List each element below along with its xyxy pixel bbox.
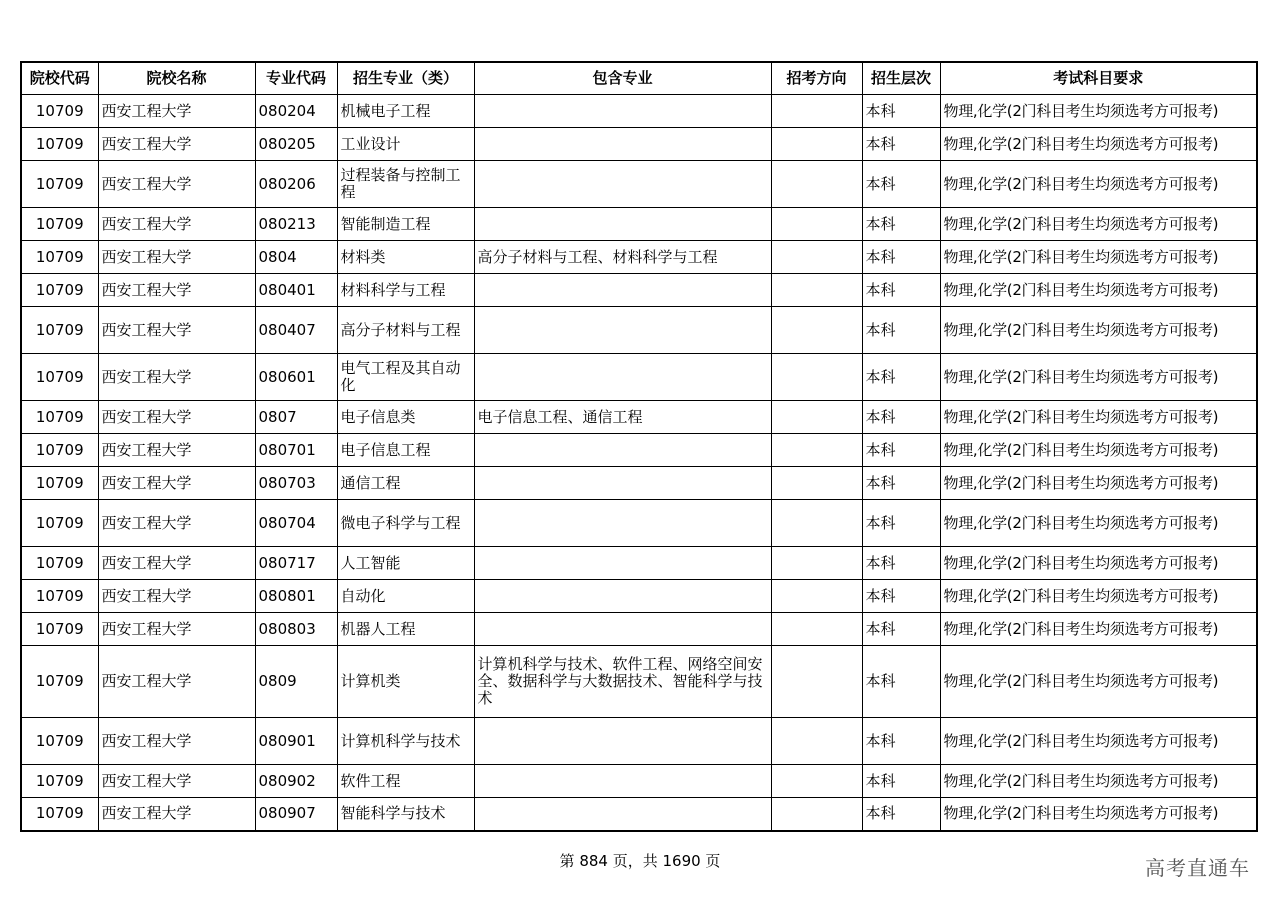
cell-major: 计算机类 <box>337 646 474 718</box>
cell-level: 本科 <box>862 467 940 500</box>
cell-level: 本科 <box>862 798 940 831</box>
cell-school-code: 10709 <box>21 613 98 646</box>
cell-level: 本科 <box>862 274 940 307</box>
cell-included-majors <box>474 547 771 580</box>
cell-school-name: 西安工程大学 <box>98 161 255 208</box>
cell-direction <box>771 241 862 274</box>
cell-requirement: 物理,化学(2门科目考生均须选考方可报考) <box>940 307 1257 354</box>
cell-included-majors <box>474 161 771 208</box>
cell-school-name: 西安工程大学 <box>98 128 255 161</box>
cell-requirement: 物理,化学(2门科目考生均须选考方可报考) <box>940 646 1257 718</box>
cell-direction <box>771 500 862 547</box>
table-row <box>21 434 1257 467</box>
cell-included-majors <box>474 354 771 401</box>
cell-school-code: 10709 <box>21 467 98 500</box>
cell-requirement: 物理,化学(2门科目考生均须选考方可报考) <box>940 718 1257 765</box>
cell-included-majors <box>474 467 771 500</box>
cell-major: 电气工程及其自动化 <box>337 354 474 401</box>
cell-major-code: 080205 <box>255 128 337 161</box>
cell-direction <box>771 307 862 354</box>
cell-included-majors <box>474 798 771 831</box>
cell-requirement: 物理,化学(2门科目考生均须选考方可报考) <box>940 208 1257 241</box>
cell-direction <box>771 613 862 646</box>
cell-school-name: 西安工程大学 <box>98 274 255 307</box>
cell-school-name: 西安工程大学 <box>98 307 255 354</box>
cell-direction <box>771 798 862 831</box>
cell-major-code: 080401 <box>255 274 337 307</box>
cell-school-name: 西安工程大学 <box>98 646 255 718</box>
cell-level: 本科 <box>862 718 940 765</box>
cell-school-code: 10709 <box>21 798 98 831</box>
cell-direction <box>771 354 862 401</box>
cell-requirement: 物理,化学(2门科目考生均须选考方可报考) <box>940 580 1257 613</box>
header-level: 招生层次 <box>862 62 940 95</box>
cell-included-majors <box>474 613 771 646</box>
cell-level: 本科 <box>862 646 940 718</box>
table-row <box>21 274 1257 307</box>
table-row <box>21 401 1257 434</box>
cell-major-code: 080717 <box>255 547 337 580</box>
cell-included-majors <box>474 208 771 241</box>
cell-included-majors <box>474 95 771 128</box>
cell-school-code: 10709 <box>21 718 98 765</box>
header-requirement: 考试科目要求 <box>940 62 1257 95</box>
cell-school-name: 西安工程大学 <box>98 354 255 401</box>
watermark: 高考直通车 <box>1145 856 1250 880</box>
cell-level: 本科 <box>862 161 940 208</box>
cell-direction <box>771 765 862 798</box>
cell-major-code: 080703 <box>255 467 337 500</box>
cell-included-majors: 计算机科学与技术、软件工程、网络空间安全、数据科学与大数据技术、智能科学与技术 <box>474 646 771 718</box>
header-major: 招生专业（类） <box>337 62 474 95</box>
table-row <box>21 307 1257 354</box>
cell-requirement: 物理,化学(2门科目考生均须选考方可报考) <box>940 161 1257 208</box>
table-row <box>21 718 1257 765</box>
cell-requirement: 物理,化学(2门科目考生均须选考方可报考) <box>940 95 1257 128</box>
cell-requirement: 物理,化学(2门科目考生均须选考方可报考) <box>940 467 1257 500</box>
cell-school-name: 西安工程大学 <box>98 241 255 274</box>
header-direction: 招考方向 <box>771 62 862 95</box>
cell-major-code: 0807 <box>255 401 337 434</box>
cell-level: 本科 <box>862 613 940 646</box>
cell-school-code: 10709 <box>21 95 98 128</box>
table-row <box>21 580 1257 613</box>
cell-level: 本科 <box>862 95 940 128</box>
cell-included-majors: 电子信息工程、通信工程 <box>474 401 771 434</box>
cell-requirement: 物理,化学(2门科目考生均须选考方可报考) <box>940 128 1257 161</box>
table-row <box>21 161 1257 208</box>
cell-level: 本科 <box>862 401 940 434</box>
cell-included-majors <box>474 718 771 765</box>
cell-direction <box>771 208 862 241</box>
cell-school-code: 10709 <box>21 307 98 354</box>
header-school-name: 院校名称 <box>98 62 255 95</box>
cell-major: 人工智能 <box>337 547 474 580</box>
cell-direction <box>771 580 862 613</box>
cell-level: 本科 <box>862 580 940 613</box>
cell-level: 本科 <box>862 241 940 274</box>
cell-direction <box>771 718 862 765</box>
cell-requirement: 物理,化学(2门科目考生均须选考方可报考) <box>940 434 1257 467</box>
cell-major-code: 0804 <box>255 241 337 274</box>
cell-major-code: 080601 <box>255 354 337 401</box>
cell-major: 自动化 <box>337 580 474 613</box>
header-major-code: 专业代码 <box>255 62 337 95</box>
cell-level: 本科 <box>862 128 940 161</box>
cell-included-majors <box>474 434 771 467</box>
table-row <box>21 500 1257 547</box>
cell-requirement: 物理,化学(2门科目考生均须选考方可报考) <box>940 401 1257 434</box>
cell-direction <box>771 467 862 500</box>
cell-major: 机械电子工程 <box>337 95 474 128</box>
cell-level: 本科 <box>862 765 940 798</box>
cell-requirement: 物理,化学(2门科目考生均须选考方可报考) <box>940 613 1257 646</box>
cell-school-code: 10709 <box>21 500 98 547</box>
cell-school-name: 西安工程大学 <box>98 765 255 798</box>
cell-school-name: 西安工程大学 <box>98 718 255 765</box>
cell-major: 材料类 <box>337 241 474 274</box>
cell-major-code: 080213 <box>255 208 337 241</box>
cell-level: 本科 <box>862 547 940 580</box>
cell-major-code: 080803 <box>255 613 337 646</box>
cell-major: 过程装备与控制工程 <box>337 161 474 208</box>
cell-major: 工业设计 <box>337 128 474 161</box>
header-school-code: 院校代码 <box>21 62 98 95</box>
cell-school-name: 西安工程大学 <box>98 798 255 831</box>
cell-major: 机器人工程 <box>337 613 474 646</box>
cell-school-name: 西安工程大学 <box>98 434 255 467</box>
table-row <box>21 547 1257 580</box>
cell-school-code: 10709 <box>21 765 98 798</box>
cell-included-majors <box>474 307 771 354</box>
table-row <box>21 467 1257 500</box>
cell-major-code: 080704 <box>255 500 337 547</box>
cell-requirement: 物理,化学(2门科目考生均须选考方可报考) <box>940 241 1257 274</box>
cell-level: 本科 <box>862 354 940 401</box>
cell-school-name: 西安工程大学 <box>98 95 255 128</box>
cell-direction <box>771 274 862 307</box>
cell-requirement: 物理,化学(2门科目考生均须选考方可报考) <box>940 798 1257 831</box>
table-row <box>21 646 1257 718</box>
cell-direction <box>771 128 862 161</box>
cell-requirement: 物理,化学(2门科目考生均须选考方可报考) <box>940 500 1257 547</box>
cell-included-majors: 高分子材料与工程、材料科学与工程 <box>474 241 771 274</box>
cell-included-majors <box>474 128 771 161</box>
table-row <box>21 241 1257 274</box>
cell-school-code: 10709 <box>21 208 98 241</box>
cell-requirement: 物理,化学(2门科目考生均须选考方可报考) <box>940 765 1257 798</box>
cell-school-code: 10709 <box>21 241 98 274</box>
cell-included-majors <box>474 500 771 547</box>
cell-major-code: 080701 <box>255 434 337 467</box>
cell-requirement: 物理,化学(2门科目考生均须选考方可报考) <box>940 354 1257 401</box>
cell-school-code: 10709 <box>21 547 98 580</box>
cell-major: 材料科学与工程 <box>337 274 474 307</box>
cell-major: 电子信息工程 <box>337 434 474 467</box>
table-row <box>21 798 1257 831</box>
table-header-row <box>21 62 1257 95</box>
table-row <box>21 354 1257 401</box>
cell-major: 微电子科学与工程 <box>337 500 474 547</box>
admissions-table <box>20 61 1258 832</box>
cell-school-code: 10709 <box>21 161 98 208</box>
cell-school-name: 西安工程大学 <box>98 547 255 580</box>
cell-major: 高分子材料与工程 <box>337 307 474 354</box>
cell-major-code: 080907 <box>255 798 337 831</box>
cell-major-code: 080801 <box>255 580 337 613</box>
cell-school-code: 10709 <box>21 580 98 613</box>
cell-included-majors <box>474 274 771 307</box>
cell-major-code: 080902 <box>255 765 337 798</box>
cell-major-code: 080204 <box>255 95 337 128</box>
table-row <box>21 613 1257 646</box>
cell-requirement: 物理,化学(2门科目考生均须选考方可报考) <box>940 274 1257 307</box>
cell-school-code: 10709 <box>21 434 98 467</box>
cell-major-code: 080206 <box>255 161 337 208</box>
cell-level: 本科 <box>862 434 940 467</box>
cell-major: 智能科学与技术 <box>337 798 474 831</box>
cell-major-code: 080407 <box>255 307 337 354</box>
cell-direction <box>771 401 862 434</box>
page-number: 第 884 页，共 1690 页 <box>559 852 721 870</box>
cell-major-code: 080901 <box>255 718 337 765</box>
cell-school-code: 10709 <box>21 646 98 718</box>
cell-major-code: 0809 <box>255 646 337 718</box>
cell-school-code: 10709 <box>21 274 98 307</box>
cell-included-majors <box>474 765 771 798</box>
cell-school-name: 西安工程大学 <box>98 580 255 613</box>
cell-major: 软件工程 <box>337 765 474 798</box>
cell-school-name: 西安工程大学 <box>98 401 255 434</box>
cell-school-name: 西安工程大学 <box>98 613 255 646</box>
cell-requirement: 物理,化学(2门科目考生均须选考方可报考) <box>940 547 1257 580</box>
cell-level: 本科 <box>862 500 940 547</box>
cell-school-name: 西安工程大学 <box>98 467 255 500</box>
cell-school-code: 10709 <box>21 401 98 434</box>
table-row <box>21 95 1257 128</box>
table-row <box>21 128 1257 161</box>
cell-level: 本科 <box>862 307 940 354</box>
cell-included-majors <box>474 580 771 613</box>
table-row <box>21 765 1257 798</box>
cell-school-code: 10709 <box>21 128 98 161</box>
cell-school-name: 西安工程大学 <box>98 208 255 241</box>
cell-major: 通信工程 <box>337 467 474 500</box>
cell-major: 计算机科学与技术 <box>337 718 474 765</box>
cell-direction <box>771 434 862 467</box>
cell-major: 智能制造工程 <box>337 208 474 241</box>
cell-major: 电子信息类 <box>337 401 474 434</box>
cell-direction <box>771 547 862 580</box>
header-included-majors: 包含专业 <box>474 62 771 95</box>
cell-direction <box>771 646 862 718</box>
table-row <box>21 208 1257 241</box>
cell-direction <box>771 95 862 128</box>
cell-school-code: 10709 <box>21 354 98 401</box>
cell-school-name: 西安工程大学 <box>98 500 255 547</box>
cell-direction <box>771 161 862 208</box>
cell-level: 本科 <box>862 208 940 241</box>
